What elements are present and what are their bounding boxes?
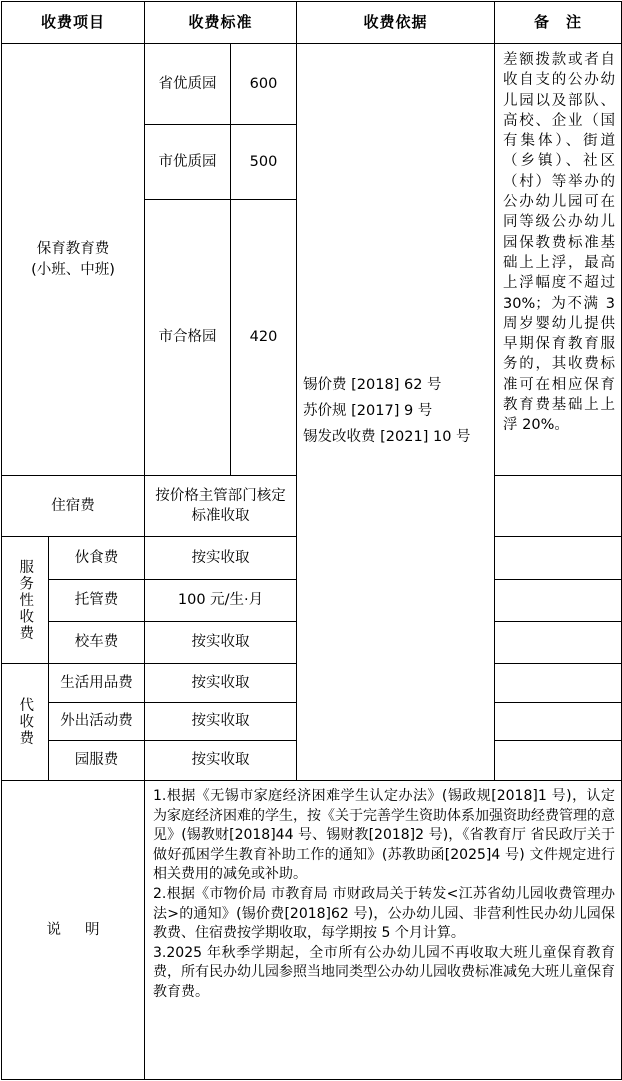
remarks-empty [495,741,622,781]
header-remarks: 备 注 [495,2,622,44]
fee-table [1,1,622,1080]
fee-item-name: 园服费 [49,741,145,781]
explanation-paragraph: 1.根据《无锡市家庭经济困难学生认定办法》(锡政规[2018]1 号)，认定为家庭经济困难的学生，按《关于完善学生资助体系加强资助经费管理的意见》(锡教财[2018]44 号、锡财教[2018]2 号)，《省教育厅 省民政厅关于做好孤困学生教育补助工作的通知》(苏教助函[2025]4 号) 文件规定进行相关费用的减免或补助。 [153,788,616,883]
level-price: 600 [231,44,297,125]
fee-item-standard: 按实收取 [145,664,297,703]
fee-item-standard: 按实收取 [145,537,297,580]
fee-item-name: 外出活动费 [49,703,145,741]
boarding-name: 住宿费 [2,476,145,537]
fee-item-name: 伙食费 [49,537,145,580]
level-name: 省优质园 [145,44,231,125]
agency-fees-group [2,664,49,781]
remarks-empty [495,476,622,537]
explanation-paragraph: 2.根据《市物价局 市教育局 市财政局关于转发<江苏省幼儿园收费管理办法>的通知》(锡价费[2018]62 号)，公办幼儿园、非营利性民办幼儿园保教费、住宿费按学期收取，每学期按 5 个月计算。 [153,885,616,942]
remarks-empty [495,622,622,664]
fee-item-name: 生活用品费 [49,664,145,703]
fee-item-name: 校车费 [49,622,145,664]
education-fee-name: 保育教育费 [36,241,110,258]
level-price: 420 [231,200,297,476]
fee-item-standard: 按实收取 [145,741,297,781]
basis-line: 锡价费 [2018] 62 号 [303,377,442,393]
explanation-label: 说明 [2,781,145,1080]
basis-line: 苏价规 [2017] 9 号 [303,403,433,420]
explanation-body [145,781,622,1080]
fee-item-name: 托管费 [49,580,145,622]
remarks-empty [495,537,622,580]
remarks-empty [495,580,622,622]
explanation-paragraph: 3.2025 年秋季学期起，全市所有公办幼儿园不再收取大班儿童保育教育费，所有民办幼儿园参照当地同类型公办幼儿园收费标准减免大班儿童保育教育费。 [153,944,616,1000]
header-basis: 收费依据 [297,2,495,44]
level-price: 500 [231,125,297,200]
fee-item-standard: 100 元/生·月 [145,580,297,622]
boarding-standard: 按价格主管部门核定标准收取 [145,476,297,537]
fee-item-standard: 按实收取 [145,703,297,741]
fee-item-standard: 按实收取 [145,622,297,664]
remarks-empty [495,703,622,741]
header-item: 收费项目 [2,2,145,44]
basis-line: 锡发改收费 [2021] 10 号 [303,429,471,446]
level-name: 市优质园 [145,125,231,200]
education-fee-sub: (小班、中班) [31,261,115,278]
service-fees-group [2,537,49,664]
basis-cell [297,44,495,781]
agency-fees-label: 代收费 [17,697,34,747]
remarks-empty [495,664,622,703]
service-fees-label: 服务性收费 [17,558,34,642]
level-name: 市合格园 [145,200,231,476]
header-standard: 收费标准 [145,2,297,44]
education-fee-cell [2,44,145,476]
remarks-cell: 差额拨款或者自收自支的公办幼儿园以及部队、高校、企业（国有集体）、街道（乡镇）、社区（村）等举办的公办幼儿园可在同等级公办幼儿园保教费标准基础上上浮，最高上浮幅度不超过30%；为不满 3 周岁婴幼儿提供早期保育教育服务的，其收费标准可在相应保育教育费基础上上浮 20%。 [495,44,622,476]
